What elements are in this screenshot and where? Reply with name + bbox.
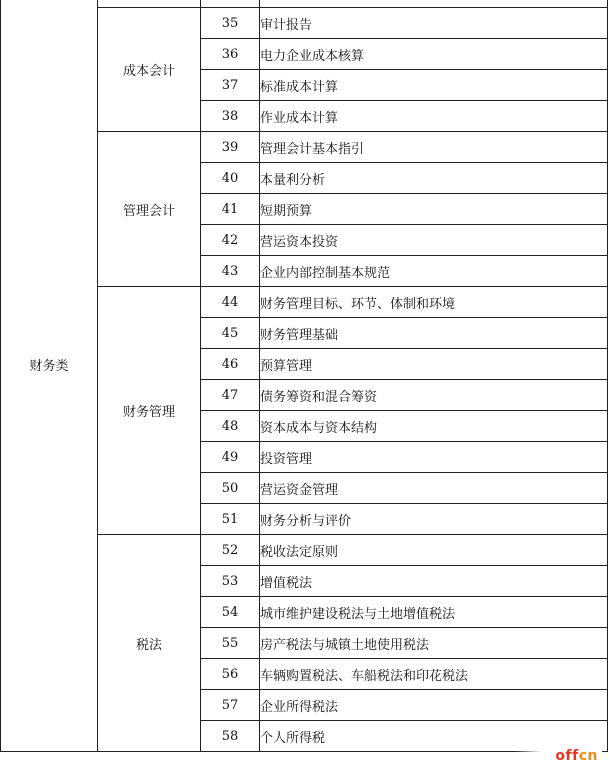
subcategory-cell	[98, 8, 201, 132]
watermark-logo	[515, 745, 602, 767]
row-number: 49	[201, 442, 260, 473]
row-number: 37	[201, 70, 260, 101]
row-title: 增值税法	[260, 566, 608, 597]
subcategory-cell	[98, 287, 201, 535]
watermark-part-2: cn	[578, 748, 598, 764]
row-title: 审计报告	[260, 8, 608, 39]
row-number: 47	[201, 380, 260, 411]
subcategory-label: 税法	[135, 637, 162, 653]
row-number: 42	[201, 225, 260, 256]
row-number: 48	[201, 411, 260, 442]
row-title: 车辆购置税法、车船税法和印花税法	[260, 659, 608, 690]
row-title: 标准成本计算	[260, 70, 608, 101]
watermark-part-1: off	[555, 748, 579, 764]
row-number: 50	[201, 473, 260, 504]
row-number: 39	[201, 132, 260, 163]
row-title: 财务管理目标、环节、体制和环境	[260, 287, 608, 318]
subcategory-cell	[98, 0, 201, 8]
row-title: 资本成本与资本结构	[260, 411, 608, 442]
row-number: 43	[201, 256, 260, 287]
row-title: 企业内部控制基本规范	[260, 256, 608, 287]
row-number: 36	[201, 39, 260, 70]
table-row	[1, 0, 608, 8]
row-number: 51	[201, 504, 260, 535]
subcategory-label: 成本会计	[122, 64, 175, 79]
subcategory-cell	[98, 132, 201, 287]
row-title: 城市维护建设税法与土地增值税法	[260, 597, 608, 628]
row-number: 53	[201, 566, 260, 597]
row-number: 44	[201, 287, 260, 318]
row-title: 管理会计基本指引	[260, 132, 608, 163]
row-number: 58	[201, 721, 260, 752]
row-number: 41	[201, 194, 260, 225]
row-number: 35	[201, 8, 260, 39]
row-number: 46	[201, 349, 260, 380]
row-number: 40	[201, 163, 260, 194]
category-label: 财务类	[29, 358, 69, 374]
row-title: 债务筹资和混合筹资	[260, 380, 608, 411]
row-number: 54	[201, 597, 260, 628]
row-title: 财务分析与评价	[260, 504, 608, 535]
row-title	[260, 0, 608, 8]
row-title: 税收法定原则	[260, 535, 608, 566]
subcategory-cell	[98, 535, 201, 752]
subcategory-label: 财务管理	[122, 405, 175, 420]
row-title: 电力企业成本核算	[260, 39, 608, 70]
row-title: 预算管理	[260, 349, 608, 380]
category-cell	[1, 0, 98, 752]
row-title: 本量利分析	[260, 163, 608, 194]
row-number: 55	[201, 628, 260, 659]
row-number: 52	[201, 535, 260, 566]
row-title: 房产税法与城镇土地使用税法	[260, 628, 608, 659]
row-number	[201, 0, 260, 8]
syllabus-body	[1, 0, 608, 752]
row-title: 短期预算	[260, 194, 608, 225]
subcategory-label: 管理会计	[122, 203, 175, 219]
row-title: 个人所得税	[260, 721, 608, 752]
row-number: 56	[201, 659, 260, 690]
row-title: 营运资本投资	[260, 225, 608, 256]
row-title: 投资管理	[260, 442, 608, 473]
row-number: 57	[201, 690, 260, 721]
row-number: 38	[201, 101, 260, 132]
row-title: 营运资金管理	[260, 473, 608, 504]
row-title: 作业成本计算	[260, 101, 608, 132]
row-number: 45	[201, 318, 260, 349]
row-title: 企业所得税法	[260, 690, 608, 721]
row-title: 财务管理基础	[260, 318, 608, 349]
